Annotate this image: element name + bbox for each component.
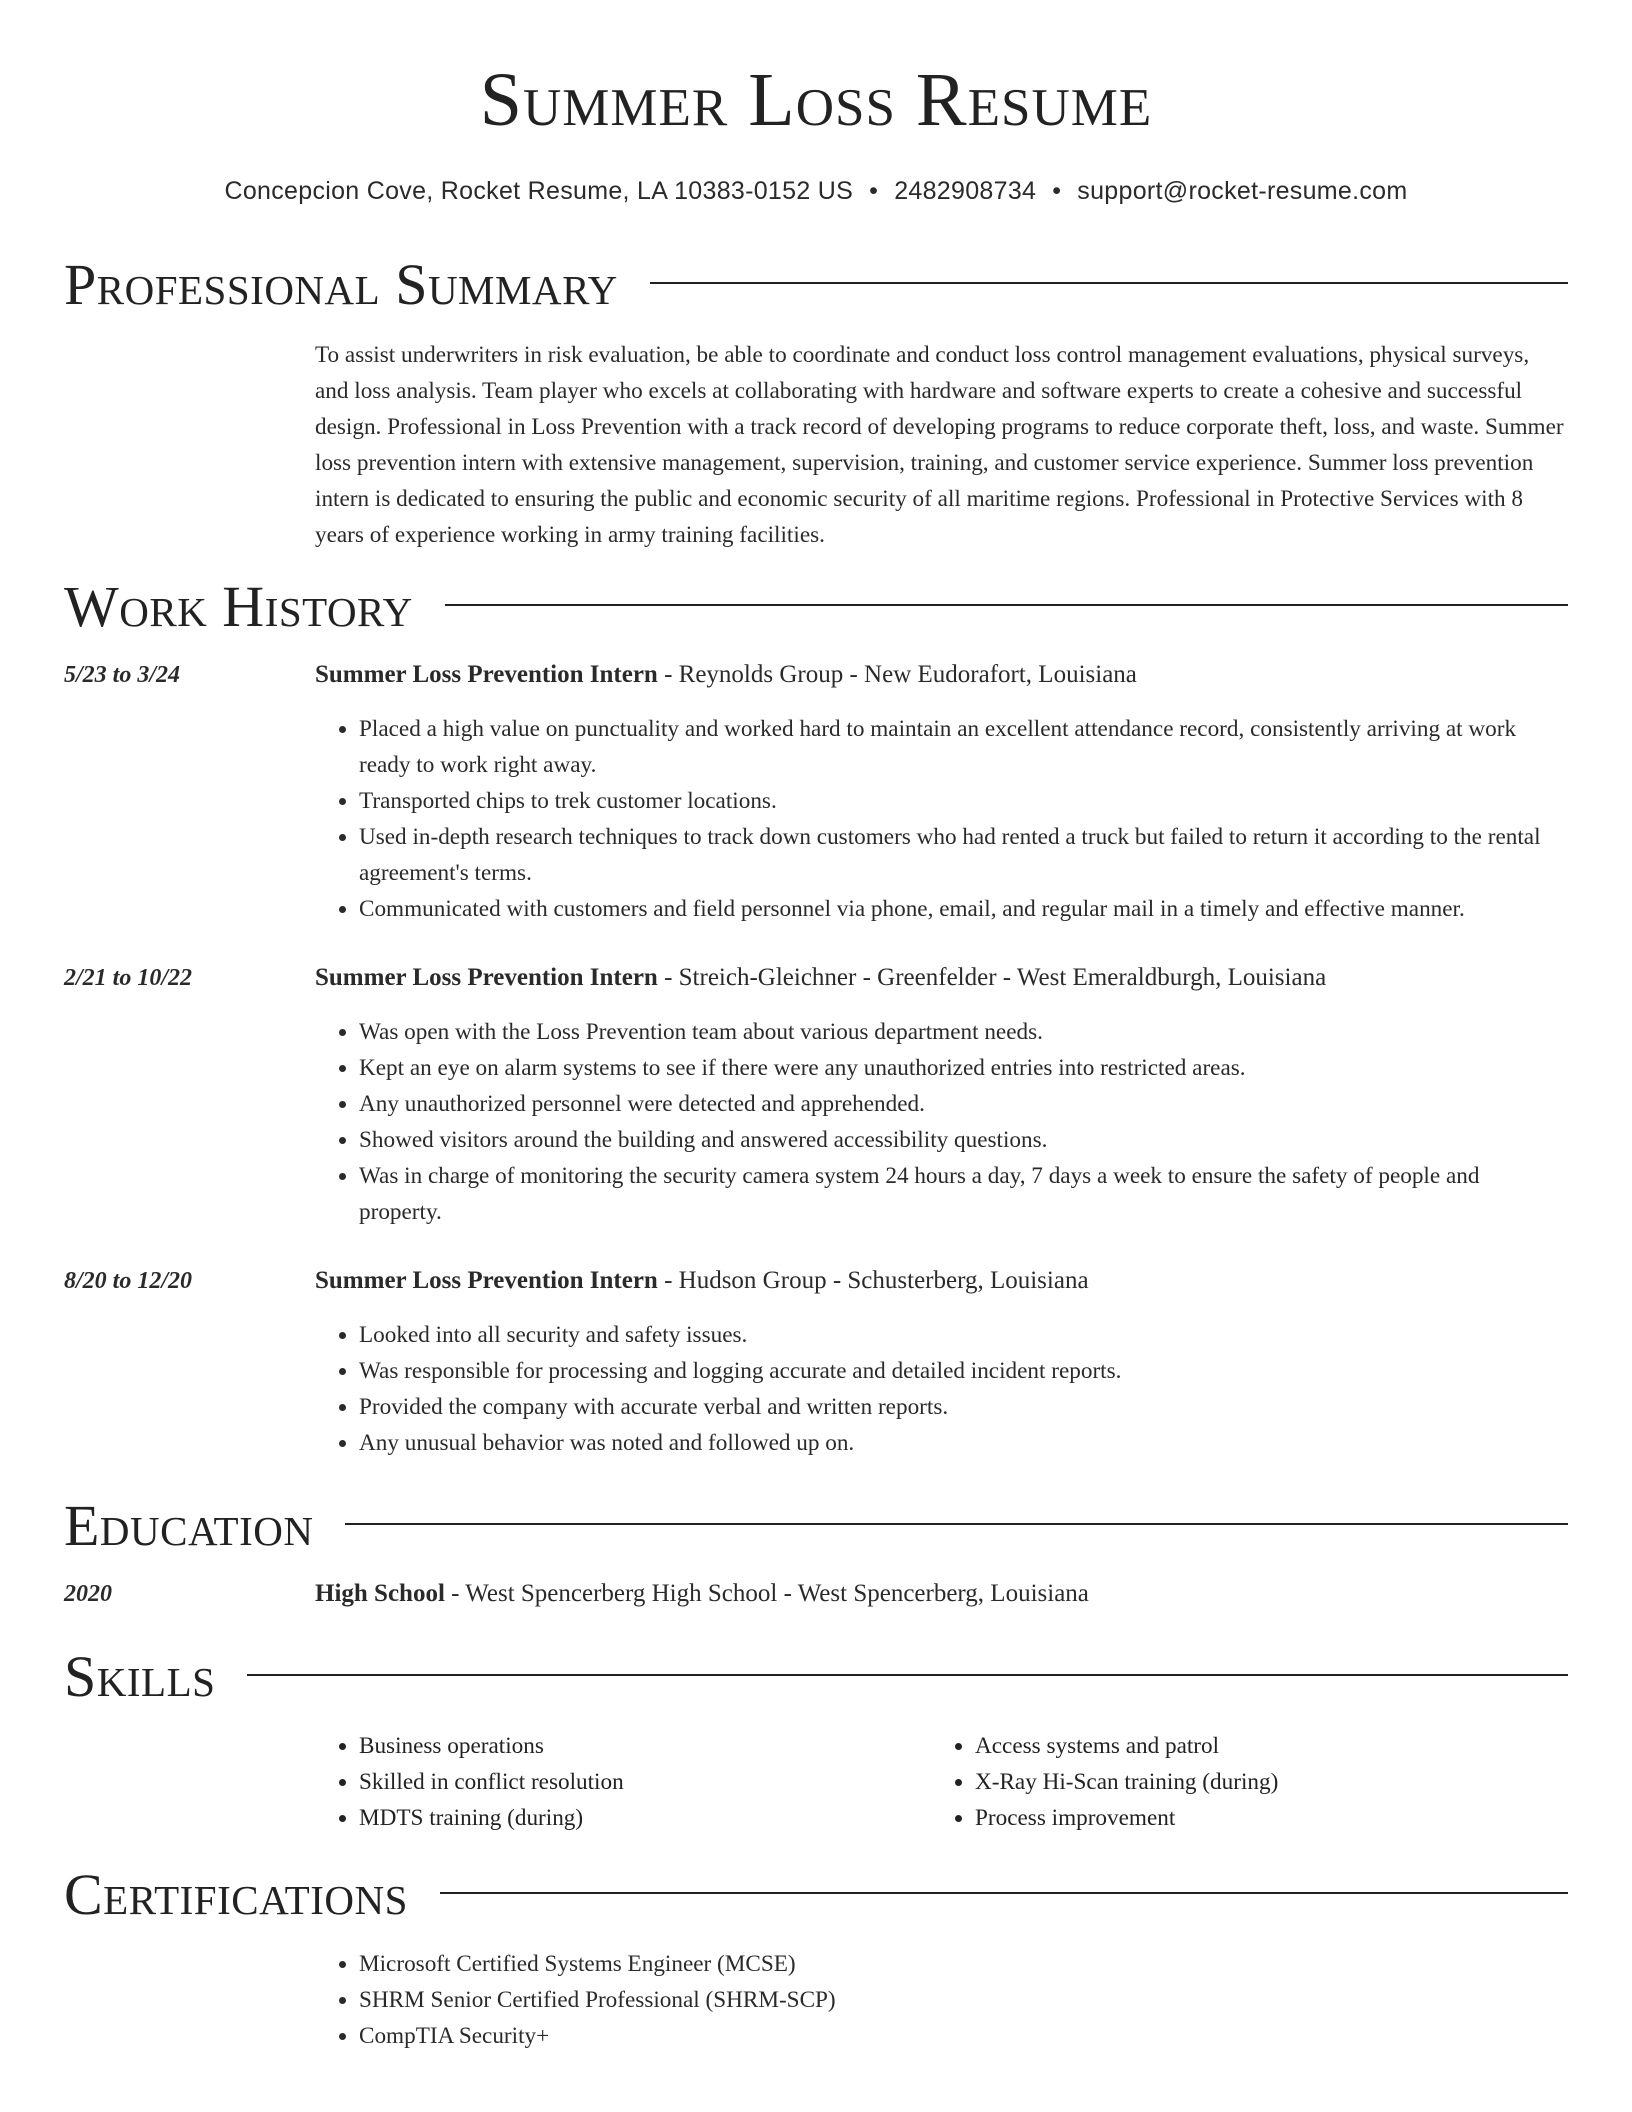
list-item: • Access systems and patrol	[975, 1728, 1547, 1764]
contact-line	[0, 176, 1632, 206]
certifications-heading-row	[64, 1862, 1568, 1927]
certifications-list	[315, 1946, 1568, 2054]
list-item: • CompTIA Security+	[359, 2018, 1568, 2054]
list-item: • Business operations	[359, 1728, 931, 1764]
job-bullets	[315, 711, 1568, 927]
education-degree: High School	[315, 1580, 445, 1607]
job-entry	[64, 1263, 1568, 1461]
list-item: • SHRM Senior Certified Professional (SHRM-SCP)	[359, 1982, 1568, 2018]
education-year: 2020	[64, 1581, 112, 1607]
summary-heading: Professional Summary	[64, 252, 618, 317]
work-heading: Work History	[64, 574, 413, 639]
job-dates: 8/20 to 12/20	[64, 1268, 193, 1294]
certifications-section	[64, 1862, 1568, 2054]
contact-separator: •	[1052, 177, 1062, 205]
job-entry	[64, 657, 1568, 927]
education-details: - West Spencerberg High School - West Spencerberg, Louisiana	[444, 1580, 1089, 1607]
skills-grid	[315, 1728, 1568, 1836]
list-item: • Placed a high value on punctuality and worked hard to maintain an excellent attendance record, consistently arriving at work ready to work right away.	[359, 711, 1568, 783]
summary-text: To assist underwriters in risk evaluation, be able to coordinate and conduct loss control management evaluations, physical surveys, and loss analysis. Team player who excels at collaborating with hardware and software experts to create a cohesive and successful design. Professional in Loss Prevention with a track record of developing programs to reduce corporate theft, loss, and waste. Summer loss prevention intern with extensive management, supervision, training, and customer service experience. Summer loss prevention intern is dedicated to ensuring the public and economic security of all maritime regions. Professional in Protective Services with 8 years of experience working in army training facilities.	[315, 342, 1564, 548]
job-dates: 5/23 to 3/24	[64, 662, 181, 688]
job-title: Summer Loss Prevention Intern	[315, 1267, 658, 1294]
section-divider	[345, 1523, 1568, 1525]
list-item: • Microsoft Certified Systems Engineer (MCSE)	[359, 1946, 1568, 1982]
list-item: • Provided the company with accurate verbal and written reports.	[359, 1389, 1568, 1425]
summary-heading-row	[64, 252, 1568, 317]
list-item: • MDTS training (during)	[359, 1800, 931, 1836]
job-header	[315, 960, 1568, 996]
job-bullets	[315, 1014, 1568, 1230]
skills-section	[64, 1644, 1568, 1836]
list-item: • Kept an eye on alarm systems to see if there were any unauthorized entries into restricted areas.	[359, 1050, 1568, 1086]
list-item: • Was in charge of monitoring the security camera system 24 hours a day, 7 days a week to ensure the safety of people and property.	[359, 1158, 1568, 1230]
contact-email: support@rocket-resume.com	[1077, 177, 1408, 205]
contact-phone: 2482908734	[894, 177, 1037, 205]
contact-separator: •	[869, 177, 879, 205]
list-item: • Process improvement	[975, 1800, 1547, 1836]
education-heading-row	[64, 1493, 1568, 1558]
summary-section	[64, 252, 1568, 553]
list-item: • Used in-depth research techniques to track down customers who had rented a truck but failed to return it according to the rental agreement's terms.	[359, 819, 1568, 891]
job-title: Summer Loss Prevention Intern	[315, 661, 658, 688]
skills-list-left	[315, 1728, 931, 1836]
job-details: - Hudson Group - Schusterberg, Louisiana	[657, 1267, 1089, 1294]
resume-title: Summer Loss Resume	[479, 58, 1153, 142]
work-heading-row	[64, 574, 1568, 639]
education-header	[315, 1576, 1568, 1612]
certifications-heading: Certifications	[64, 1862, 408, 1927]
list-item: • X-Ray Hi-Scan training (during)	[975, 1764, 1547, 1800]
education-section	[64, 1493, 1568, 1612]
contact-address: Concepcion Cove, Rocket Resume, LA 10383-0152 US	[224, 177, 854, 205]
education-heading: Education	[64, 1493, 314, 1558]
job-header	[315, 657, 1568, 693]
list-item: • Communicated with customers and field personnel via phone, email, and regular mail in a timely and effective manner.	[359, 891, 1568, 927]
skills-list-right	[931, 1728, 1547, 1836]
list-item: • Looked into all security and safety issues.	[359, 1317, 1568, 1353]
job-entry	[64, 960, 1568, 1230]
section-divider	[445, 604, 1568, 606]
section-divider	[440, 1892, 1568, 1894]
education-entry	[64, 1576, 1568, 1612]
job-dates: 2/21 to 10/22	[64, 965, 193, 991]
section-divider	[650, 282, 1568, 284]
job-title: Summer Loss Prevention Intern	[315, 964, 658, 991]
list-item: • Any unauthorized personnel were detected and apprehended.	[359, 1086, 1568, 1122]
list-item: • Transported chips to trek customer locations.	[359, 783, 1568, 819]
list-item: • Was responsible for processing and logging accurate and detailed incident reports.	[359, 1353, 1568, 1389]
job-details: - Streich-Gleichner - Greenfelder - West Emeraldburgh, Louisiana	[657, 964, 1327, 991]
skills-heading-row	[64, 1644, 1568, 1709]
list-item: • Was open with the Loss Prevention team about various department needs.	[359, 1014, 1568, 1050]
job-details: - Reynolds Group - New Eudorafort, Louisiana	[657, 661, 1137, 688]
list-item: • Any unusual behavior was noted and followed up on.	[359, 1425, 1568, 1461]
job-bullets	[315, 1317, 1568, 1461]
list-item: • Skilled in conflict resolution	[359, 1764, 931, 1800]
skills-heading: Skills	[64, 1644, 216, 1709]
section-divider	[247, 1674, 1568, 1676]
job-header	[315, 1263, 1568, 1299]
list-item: • Showed visitors around the building and answered accessibility questions.	[359, 1122, 1568, 1158]
work-history-section	[64, 574, 1568, 1461]
